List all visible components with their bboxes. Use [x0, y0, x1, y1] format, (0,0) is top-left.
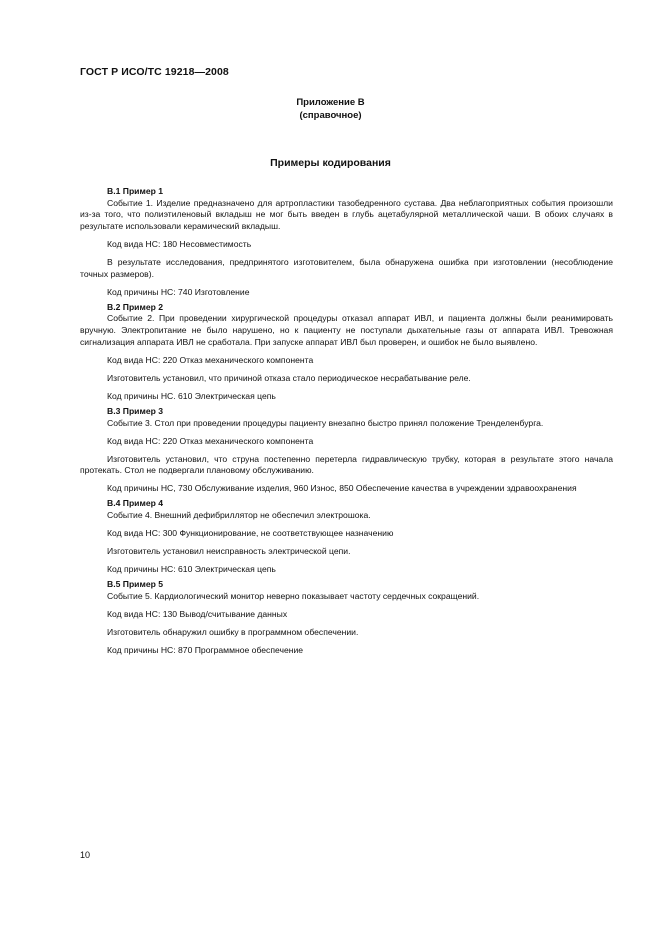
cause-code: Код причины НС. 610 Электрическая цепь	[107, 390, 276, 401]
standard-designation: ГОСТ Р ИСО/ТС 19218—2008	[80, 66, 229, 78]
cause-code: Код причины НС: 870 Программное обеспечение	[107, 645, 304, 656]
example-heading: В.3 Пример 3	[107, 405, 164, 416]
examples-body	[80, 186, 613, 657]
example-4	[80, 498, 613, 575]
example-1	[80, 186, 613, 298]
example-heading: В.1 Пример 1	[107, 186, 164, 196]
example-heading: В.2 Пример 2	[107, 301, 164, 312]
event-description: Событие 2. При проведении хирургической процедуры отказал аппарат ИВЛ, и пациента должны были реанимировать вручную. Электропитание не было нарушено, но к пациенту не поступали дыхательные газы от аппарата ИВЛ. Тревожная сигнализация аппарата ИВЛ не сработала. При запуске аппарат ИВЛ был проверен, и ошибок не было выявлено.	[80, 313, 613, 347]
event-description: Событие 3. Стол при проведении процедуры пациенту внезапно быстро принял положение Тренделенбурга.	[107, 417, 544, 428]
type-code: Код вида НС: 130 Вывод/считывание данных	[107, 609, 288, 620]
type-code: Код вида НС: 220 Отказ механического компонента	[107, 435, 314, 446]
event-description: Событие 5. Кардиологический монитор неверно показывает частоту сердечных сокращений.	[107, 591, 480, 602]
investigation-finding: В результате исследования, предпринятого изготовителем, была обнаружена ошибка при изготовлении (несоблюдение точных размеров).	[80, 256, 613, 279]
cause-code: Код причины НС, 730 Обслуживание изделия, 960 Износ, 850 Обеспечение качества в учреждении здравоохранения	[107, 483, 577, 494]
event-description: Событие 1. Изделие предназначено для артропластики тазобедренного сустава. Два неблагоприятных события произошли из-за того, что полиэтиленовый вкладыш не мог быть введен в глубь ацетабулярной металлической чаши. В обоих случаях в результате использовали керамический вкладыш.	[80, 197, 613, 231]
example-heading: В.4 Пример 4	[107, 498, 164, 509]
example-heading: В.5 Пример 5	[107, 579, 164, 590]
example-3	[80, 406, 613, 495]
page-title: Примеры кодирования	[270, 157, 391, 169]
annex-heading	[0, 96, 661, 122]
investigation-finding: Изготовитель установил неисправность электрической цепи.	[107, 546, 351, 557]
type-code: Код вида НС: 300 Функционирование, не соответствующее назначению	[107, 528, 394, 539]
type-code: Код вида НС: 180 Несовместимость	[107, 238, 252, 249]
example-5	[80, 579, 613, 656]
annex-type: (справочное)	[299, 110, 362, 121]
cause-code: Код причины НС: 740 Изготовление	[107, 286, 250, 297]
cause-code: Код причины НС: 610 Электрическая цепь	[107, 564, 276, 575]
type-code: Код вида НС: 220 Отказ механического компонента	[107, 354, 314, 365]
example-2	[80, 302, 613, 403]
investigation-finding: Изготовитель обнаружил ошибку в программном обеспечении.	[107, 627, 359, 638]
page-number: 10	[80, 850, 91, 860]
annex-title: Приложение В	[296, 97, 365, 108]
investigation-finding: Изготовитель установил, что причиной отказа стало периодическое несрабатывание реле.	[107, 372, 471, 383]
event-description: Событие 4. Внешний дефибриллятор не обеспечил электрошока.	[107, 510, 371, 521]
investigation-finding: Изготовитель установил, что струна постепенно перетерла гидравлическую трубку, которая в результате этого начала протекать. Стол не подвергали плановому обслуживанию.	[80, 453, 613, 476]
